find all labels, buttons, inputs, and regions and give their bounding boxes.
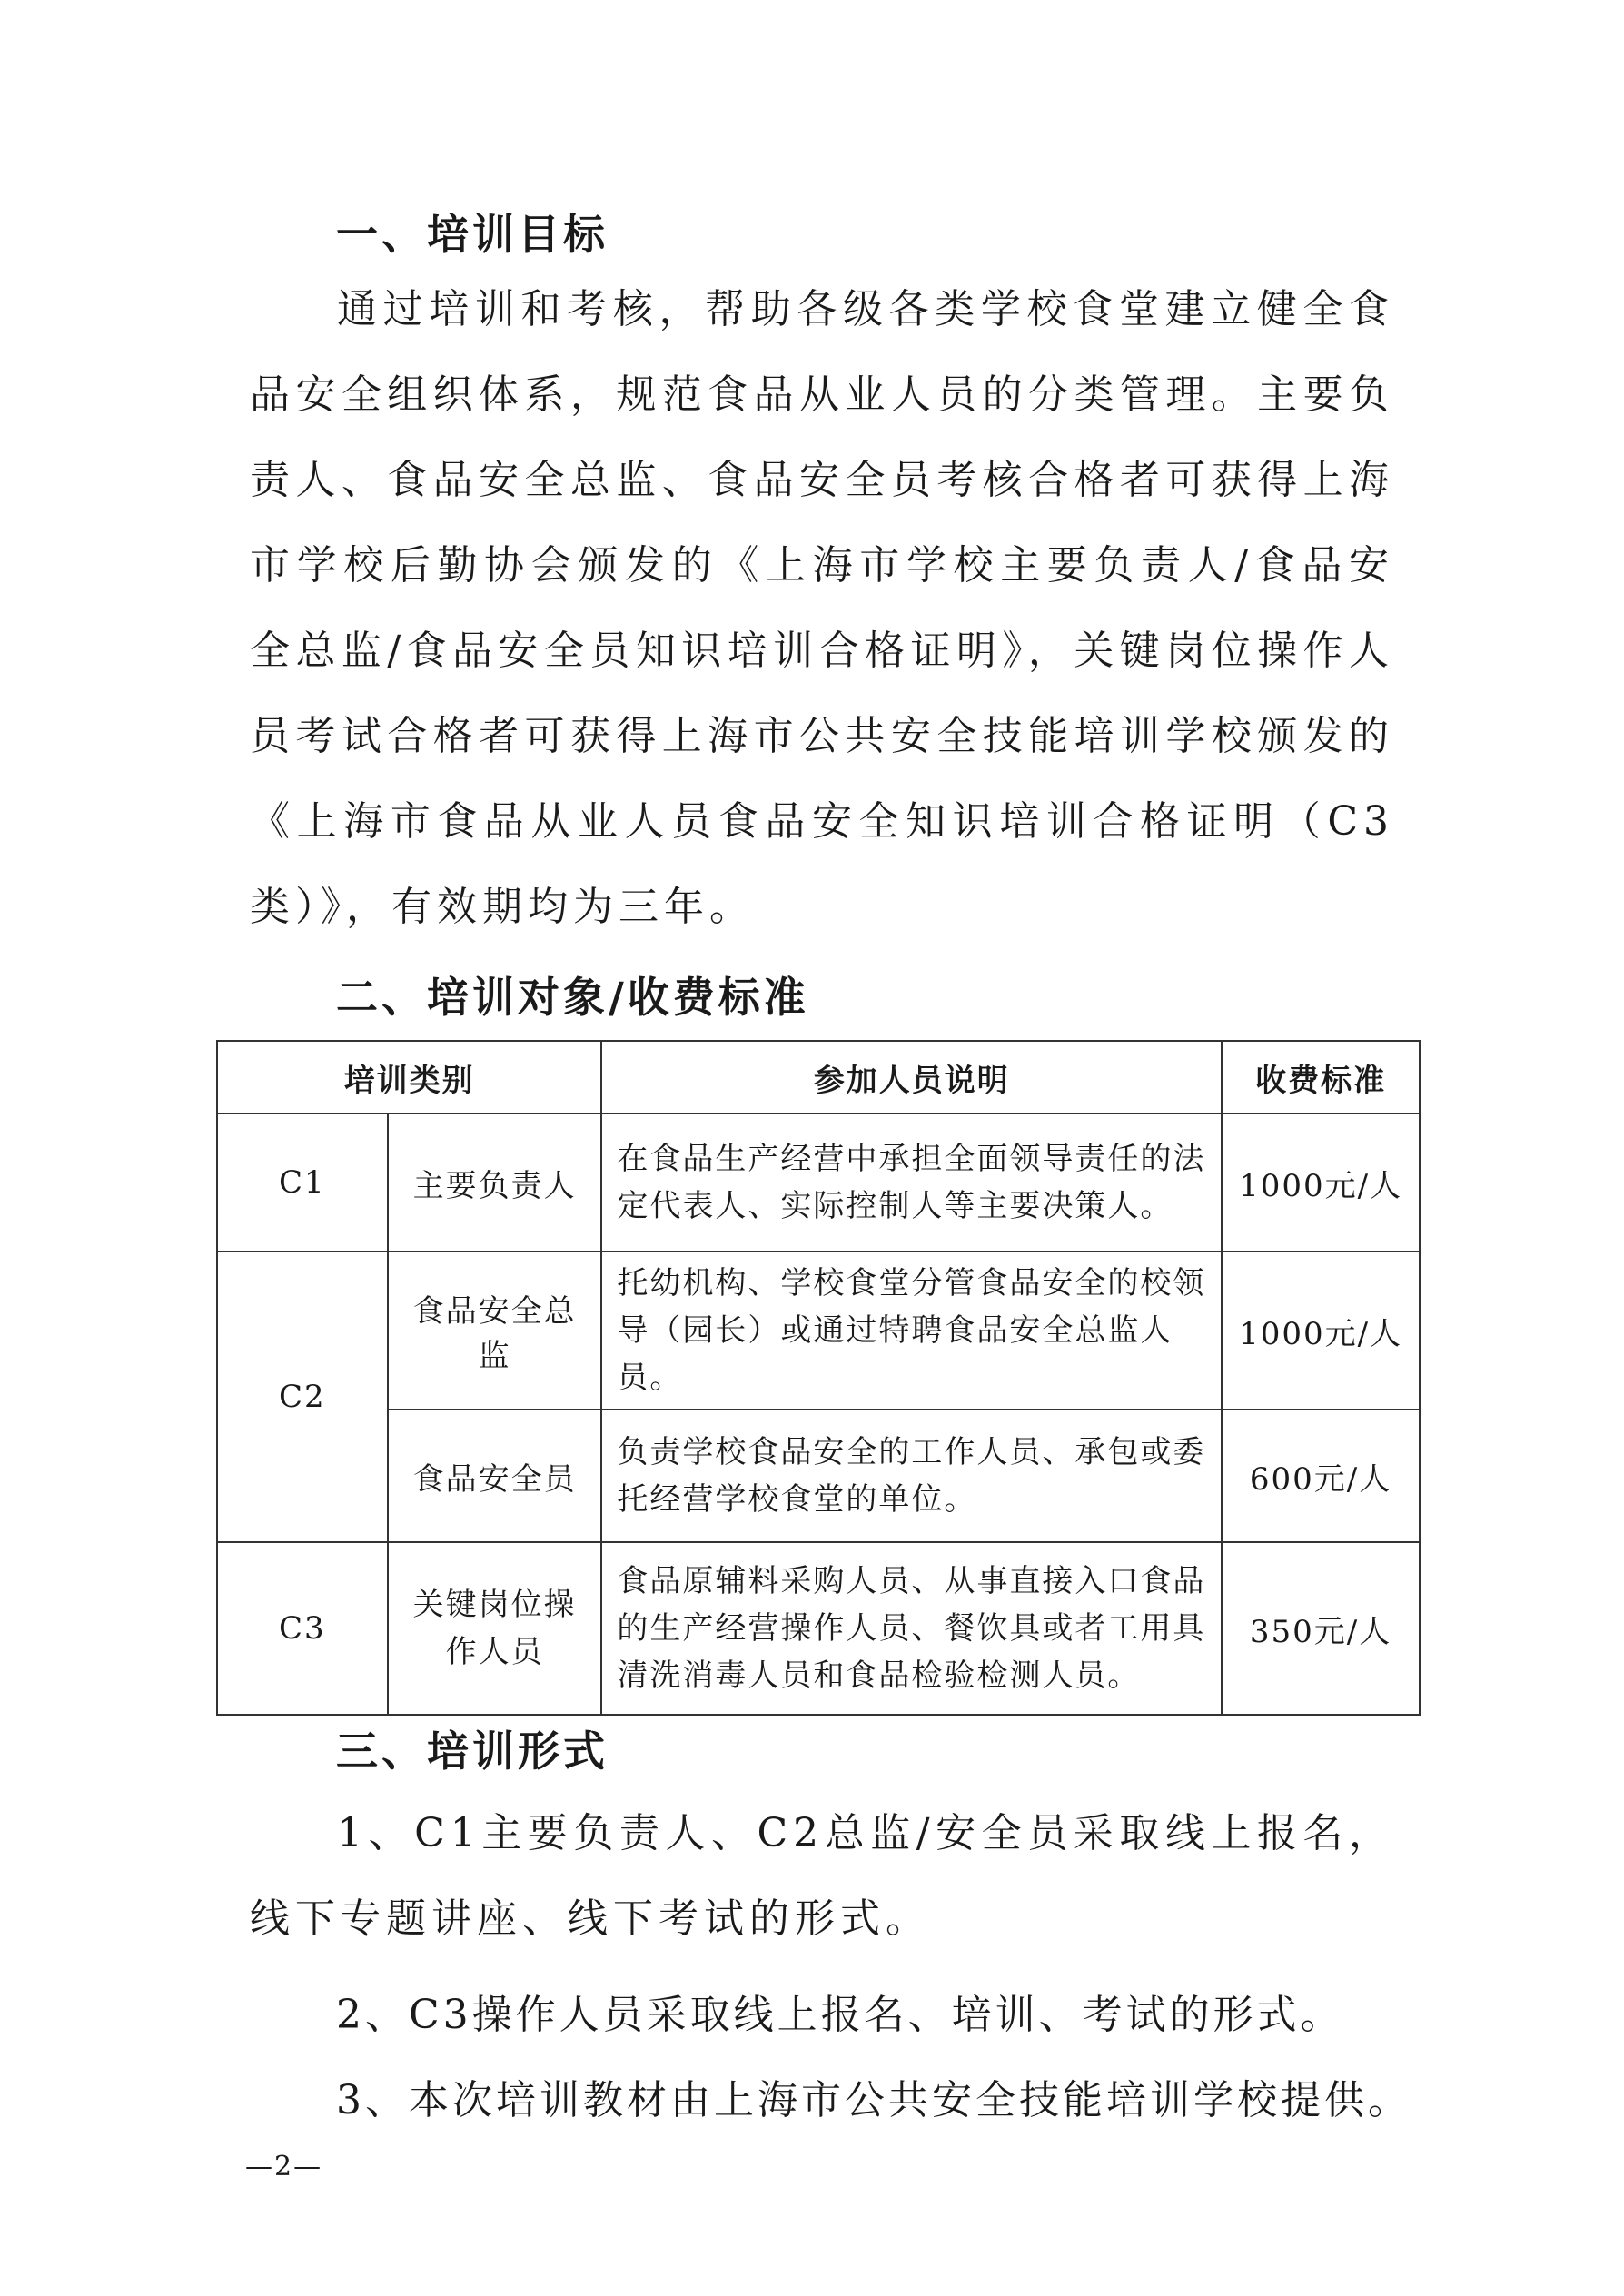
role-description: 在食品生产经营中承担全面领导责任的法定代表人、实际控制人等主要决策人。 [601, 1113, 1222, 1252]
table-header-row [217, 1041, 1420, 1113]
training-format-item-1: 1、C1主要负责人、C2总监/安全员采取线上报名，线下专题讲座、线下考试的形式。 [250, 1810, 1394, 1942]
role-description: 食品原辅料采购人员、从事直接入口食品的生产经营操作人员、餐饮具或者工用具清洗消毒人员和食品检验检测人员。 [601, 1542, 1222, 1715]
role-name: 食品安全总监 [388, 1252, 602, 1410]
training-format-item-3: 3、本次培训教材由上海市公共安全技能培训学校提供。 [336, 2077, 1411, 2123]
role-name: 食品安全员 [388, 1410, 602, 1542]
header-category: 培训类别 [217, 1041, 601, 1113]
training-goals-paragraph: 通过培训和考核，帮助各级各类学校食堂建立健全食品安全组织体系，规范食品从业人员的分类管理。主要负责人、食品安全总监、食品安全员考核合格者可获得上海市学校后勤协会颁发的《上海市学校主要负责人/食品安全总监/食品安全员知识培训合格证明》，关键岗位操作人员考试合格者可获得上海市公共安全技能培训学校颁发的《上海市食品从业人员食品安全知识培训合格证明（C3类）》，有效期均为三年。 [250, 286, 1394, 930]
section-heading-targets-fees: 二、培训对象/收费标准 [336, 973, 809, 1022]
fee-value: 600元/人 [1222, 1410, 1420, 1542]
page-number: —2— [245, 2151, 323, 2182]
table-row [217, 1113, 1420, 1252]
fee-value: 1000元/人 [1222, 1252, 1420, 1410]
section-heading-training-format: 三、培训形式 [336, 1727, 609, 1776]
category-code: C2 [217, 1252, 388, 1542]
category-code: C3 [217, 1542, 388, 1715]
fee-value: 1000元/人 [1222, 1113, 1420, 1252]
role-name: 主要负责人 [388, 1113, 602, 1252]
category-code: C1 [217, 1113, 388, 1252]
table-row [217, 1410, 1420, 1542]
role-name: 关键岗位操作人员 [388, 1542, 602, 1715]
table-row [217, 1252, 1420, 1410]
training-format-item-2: 2、C3操作人员采取线上报名、培训、考试的形式。 [336, 1992, 1344, 2038]
section-heading-training-goals: 一、培训目标 [336, 210, 609, 259]
fee-table [216, 1040, 1421, 1716]
role-description: 托幼机构、学校食堂分管食品安全的校领导（园长）或通过特聘食品安全总监人员。 [601, 1252, 1222, 1410]
fee-value: 350元/人 [1222, 1542, 1420, 1715]
role-description: 负责学校食品安全的工作人员、承包或委托经营学校食堂的单位。 [601, 1410, 1222, 1542]
header-description: 参加人员说明 [601, 1041, 1222, 1113]
header-fee: 收费标准 [1222, 1041, 1420, 1113]
table-row [217, 1542, 1420, 1715]
